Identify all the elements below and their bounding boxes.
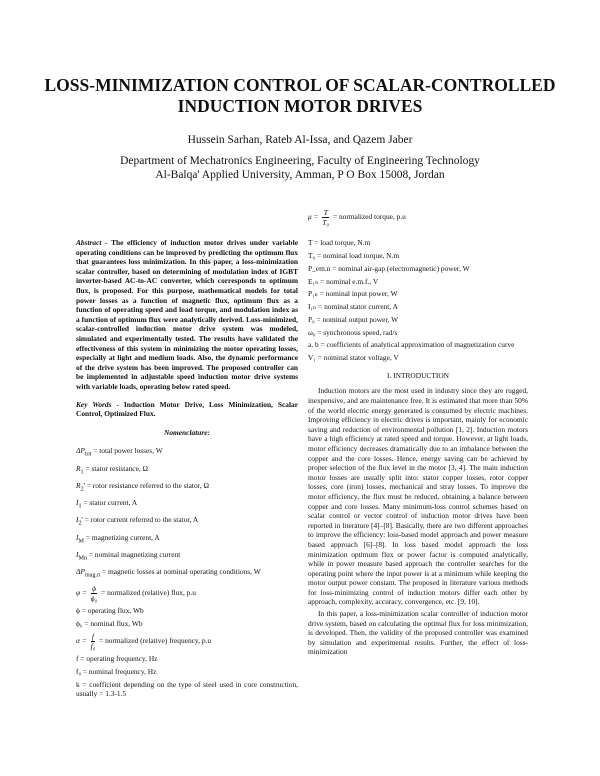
nomenclature-item: $I_M$ = magnetizing current, A — [76, 532, 160, 544]
abstract-label: Abstract — [76, 238, 102, 247]
nomenclature-item: T₀ = nominal load torque, N.m — [308, 250, 400, 260]
affiliation — [20, 154, 580, 182]
abstract — [76, 238, 298, 392]
affiliation-line-1: Department of Mechatronics Engineering, Faculty of Engineering Technology — [120, 155, 480, 167]
nomenclature-item: φ = $\frac{\phi}{\text{ϕ₀}}$ = normalized (relative) flux, p.u — [76, 584, 196, 604]
nomenclature-item: ϕ₀ = nominal flux, Wb — [76, 619, 143, 629]
nomenclature-item: $I_{Mn}$ = nominal magnetizing current — [76, 549, 181, 562]
nomenclature-item: a, b = coefficients of analytical approximation of magnetization curve — [308, 340, 515, 350]
left-column — [76, 238, 298, 702]
nomenclature-item: f = operating frequency, Hz — [76, 654, 158, 664]
right-column — [308, 208, 528, 657]
nomenclature-item: f₀ = nominal frequency, Hz — [76, 667, 157, 676]
nomenclature-item: V₁ = nominal stator voltage, V — [308, 353, 399, 363]
nomenclature-item: P_em.n = nominal air-gap (electromagnetic) power, W — [308, 263, 470, 273]
nomenclature-item: E₁ₙ = nominal e.m.f., V — [308, 276, 379, 286]
nomenclature-list — [76, 446, 298, 699]
affiliation-line-2: Al-Balqa' Applied University, Amman, P O Box 15008, Jordan — [155, 169, 445, 181]
nomenclature-item: ω₀ = synchronous speed, rad/s — [308, 327, 398, 337]
nomenclature-item: $\Delta P_{tot}$ = total power losses, W — [76, 446, 163, 458]
nomenclature-item: $R_1$ = stator resistance, Ω — [76, 463, 149, 475]
nomenclature-item: k = coefficient depending on the type of steel used in core construction, usually = 1.3-1.5 — [76, 679, 298, 699]
body-paragraph: In this paper, a loss-minimization scalar controller of induction motor drive system, based on calculating the optimal flux for loss minimization, is developed. Then, the validity of the proposed controller was examined by simulation and experimental results. Further, the effect of loss-minimization — [308, 609, 528, 657]
nomenclature-item: I₁ₙ = nominal stator current, A — [308, 302, 398, 312]
nomenclature-item: α = $\frac{f}{\text{f₀}}$ = normalized (relative) frequency, p.u — [76, 632, 212, 652]
nomenclature-item: T = load torque, N.m — [308, 238, 371, 248]
nomenclature-item: $I_2'$ = rotor current referred to the stator, A — [76, 515, 199, 527]
nomenclature-item: $R_2'$ = rotor resistance referred to the stator, Ω — [76, 480, 209, 493]
body-paragraph: Induction motors are the most used in industry since they are rugged, inexpensive, and are maintenance free. It is estimated that more than 50% of the world electric energy generated is consumed by electric machines. Improving efficiency in electric drives is important, mainly for economic saving and reduction of environmental pollution [1, 2]. Induction motors have a high efficiency at rated speed and torque. However, at light loads, motor efficiency decreases dramatically due to an imbalance between the copper and the core losses. Hence, energy saving can be achieved by proper selection of the flux level in the motor [3, 4]. The main induction motor losses are usually split into: stator copper losses, rotor copper losses, core (iron) losses, mechanical and stray losses. To improve the motor efficiency, the flux must be reduced, obtaining a balance between copper and core losses. Many minimum-loss control schemes based on scalar control or vector control of induction motor drives have been reported in literature [4]–[8]. Basically, there are two different approaches to improve the efficiency: loss-based model approach and power measure based approach [6]–[8]. In loss based model approach the loss minimization optimum flux or power factor is computed analytically, while in power measure based approach the controller searches for the operating point where the input power is at a minimum while keeping the motor output power constant. The proposed in literature various methods for loss-minimizing control of induction motors differ each other by approach, complexity, accuracy, convergence, etc. [9, 10]. — [308, 386, 528, 607]
torque-fraction: $\frac{T}{\text{T₀}}$ — [322, 208, 330, 227]
nomenclature-item: P₁ₙ = nominal input power, W — [308, 289, 398, 299]
nomenclature-item: P₀ = nominal output power, W — [308, 314, 399, 324]
section-heading: I. INTRODUCTION — [387, 370, 449, 380]
nomenclature-item: μ = $\frac{T}{\text{T₀}}$ = normalized torque, p.u — [308, 208, 406, 227]
author-list: Hussein Sarhan, Rateb Al-Issa, and Qazem Jaber — [187, 134, 413, 146]
nomenclature-item: ϕ = operating flux, Wb — [76, 606, 144, 616]
flux-fraction: $\frac{\phi}{\text{ϕ₀}}$ — [90, 584, 98, 604]
keywords-label: Key Words — [76, 399, 112, 409]
keywords-text: - Induction Motor Drive, Loss Minimization, Scalar Control, Optimized Flux. — [76, 399, 298, 419]
paper-title: LOSS-MINIMIZATION CONTROL OF SCALAR-CONTROLLED INDUCTION MOTOR DRIVES — [44, 75, 556, 116]
nomenclature-item: $I_1$ = stator current, A — [76, 498, 138, 510]
nomenclature-heading: Nomenclature: — [164, 427, 210, 437]
frequency-fraction: $\frac{f}{\text{f₀}}$ — [90, 632, 96, 652]
abstract-text: - The efficiency of induction motor drives under variable operating conditions can be improved by predicting the optimum flux that guarantees loss minimization. In this paper, a loss-minimization scalar controller, based on determining of modulation index of IGBT inverter-based AC-to-AC converter, which corresponds to optimum flux, is proposed. For this purpose, mathematical models for total power losses as a function of magnetic flux, optimum flux as a function of operating speed and load torque, and modulation index as a function of optimum flux were analytically derived. Loss-minimized, scalar-controlled induction motor drive system was modeled, simulated and experimentally tested. The results have validated the effectiveness of this system in minimizing the motor operating losses, especially at light and medium loads. Also, the dynamic performance of the drive system has been improved. The proposed controller can be implemented in adjustable speed induction motor drive systems with variable loads, operating below rated speed. — [76, 238, 298, 391]
keywords — [76, 400, 298, 419]
nomenclature-item: $\Delta P_{mag.n}$ = magnetic losses at nominal operating conditions, W — [76, 567, 261, 579]
